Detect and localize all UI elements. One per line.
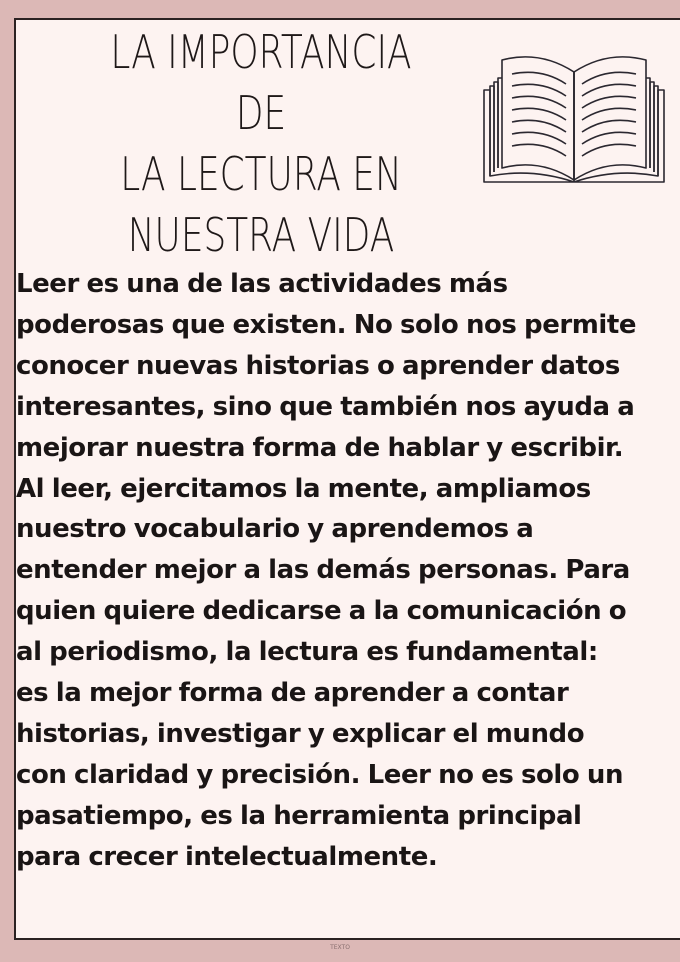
document-page [14, 18, 680, 940]
body-line: poderosas que existen. No solo nos permite [16, 309, 637, 340]
body-line: pasatiempo, es la herramienta principal [16, 800, 582, 831]
body-line: Al leer, ejercitamos la mente, ampliamos [16, 473, 591, 504]
title-line: NUESTRA VIDA [127, 208, 395, 262]
open-book-icon [482, 50, 666, 186]
body-line: es la mejor forma de aprender a contar [16, 678, 569, 709]
body-paragraph [16, 264, 680, 878]
body-line: conocer nuevas historias o aprender datos [16, 350, 620, 381]
page-title [93, 22, 428, 266]
body-line: al periodismo, la lectura es fundamental: [16, 637, 598, 668]
body-line: mejorar nuestra forma de hablar y escribir. [16, 432, 624, 463]
title-line: LA LECTURA EN [120, 147, 402, 201]
body-line: Leer es una de las actividades más [16, 269, 508, 299]
body-line: con claridad y precisión. Leer no es solo un [16, 759, 624, 790]
body-line: quien quiere dedicarse a la comunicación o [16, 596, 627, 627]
body-line: interesantes, sino que también nos ayuda a [16, 391, 635, 422]
body-line: historias, investigar y explicar el mundo [16, 718, 585, 749]
title-line: LA IMPORTANCIA DE [110, 25, 412, 140]
body-line: entender mejor a las demás personas. Para [16, 555, 630, 586]
footer-label: TEXTO [330, 944, 350, 951]
body-line: para crecer intelectualmente. [16, 841, 438, 872]
body-line: nuestro vocabulario y aprendemos a [16, 514, 534, 545]
